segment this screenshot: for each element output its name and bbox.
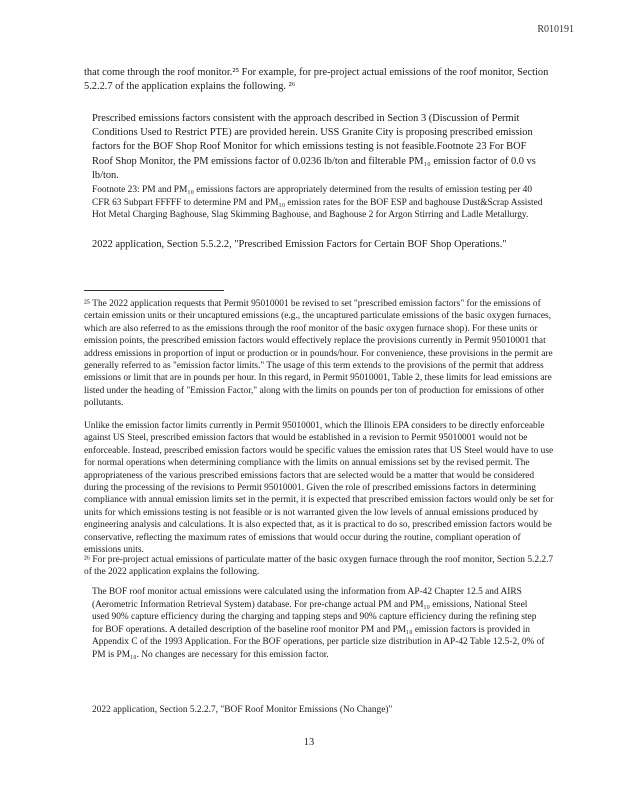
quoted-footnote-23: Footnote 23: PM and PM₁₀ emissions factors are appropriately determined from the results of emission testing per 40 CFR 63 Subpart FFFFF to determine PM and PM₁₀ emission rates for the BOF ESP and baghouse Dust&Scrap Assisted Hot Metal Charging Baghouse, Slag Skimming Baghouse, and Baghouse 2 for Argon Stirring and Ladle Metallurgy. [92, 185, 543, 221]
document-id: R010191 [537, 24, 574, 35]
footnote-25-continued: Unlike the emission factor limits currently in Permit 95010001, which the Illinois EPA considers to be directly enforceable against US Steel, prescribed emission factors that would be established in a revision to Permit 95010001 would not be enforceable. Instead, prescribed emission factors would be specific values the emission rates that US Steel would have to use for normal operations when determining compliance with the limits on annual emissions set by the revised permit. The appropriateness of the various prescribed emissions factors that are selected would be a matter that would be considered during the processing of the revisions to Permit 95010001. Given the role of prescribed emissions factors in determining compliance with annual emission limits set in the permit, it is expected that prescribed emission factors would only be set for units for which emissions testing is not feasible or is not warranted given the low levels of annual emissions produced by engineering analysis and calculations. It is also expected that, as it is practical to do so, prescribed emission factors would be conservative, reflecting the maximum rates of emissions that would occur during the routine, compliant operation of emissions units. [84, 421, 554, 556]
quote-citation-1: 2022 application, Section 5.5.2.2, "Prescribed Emission Factors for Certain BOF Shop Operations." [92, 239, 507, 250]
quote-citation-2: 2022 application, Section 5.2.2.7, "BOF Roof Monitor Emissions (No Change)" [92, 705, 393, 715]
block-quote-prescribed-factors: Prescribed emissions factors consistent with the approach described in Section 3 (Discussion of Permit Conditions Used to Restrict PTE) are provided herein. USS Granite City is proposing prescribed emission factors for the BOF Shop Roof Monitor for which emissions testing is not feasible.Footnote 23 For BOF Roof Shop Monitor, the PM emissions factor of 0.0236 lb/ton and filterable PM₁₀ emission factor of 0.0 vs lb/ton. [92, 113, 536, 181]
block-quote-roof-monitor: The BOF roof monitor actual emissions were calculated using the information from AP-42 Chapter 12.5 and AIRS (Aerometric Information Retrieval System) database. For pre-change actual PM and PM₁₀ emissions, National Steel used 90% capture efficiency during the charging and tapping steps and 90% capture efficiency during the refining step for BOF operations. A detailed description of the baseline roof monitor PM and PM₁₀ emission factors is provided in Appendix C of the 1993 Application. For the BOF operations, per particle size distribution in AP-42 Table 12.5-2, 0% of PM is PM₁₀. No changes are necessary for this emission factor. [92, 587, 545, 660]
page-number: 13 [303, 737, 315, 748]
footnote-separator [84, 290, 224, 291]
footnote-26: ²⁶ For pre-project actual emissions of particulate matter of the basic oxygen furnace through the roof monitor, Section 5.2.2.7 of the 2022 application explains the following. [84, 555, 554, 578]
intro-paragraph: that come through the roof monitor.²⁵ For example, for pre-project actual emissions of the roof monitor, Section 5.2.2.7 of the application explains the following. ²⁶ [84, 67, 549, 93]
footnote-25: ²⁵ The 2022 application requests that Permit 95010001 be revised to set "prescribed emission factors" for the emissions of certain emission units or their uncaptured emissions (e.g., the uncaptured particulate emissions of the basic oxygen furnaces, which are also referred to as the emissions through the roof monitor of the basic oxygen furnace shop). For these units or emission points, the prescribed emission factors would effectively replace the provisions currently in Permit 95010001 that address emissions in proportion of input or production or in pounds/hour. For convenience, these provisions in the permit are generally referred to as "emission factor limits." The usage of this term extends to the provisions of the permit that address emissions or limit that are in pounds per hour. In this regard, in Permit 95010001, Table 2, these limits for lead emissions are listed under the heading of "Emission Factor," along with the limits on pounds per ton of production for emissions of other pollutants. [84, 299, 553, 409]
